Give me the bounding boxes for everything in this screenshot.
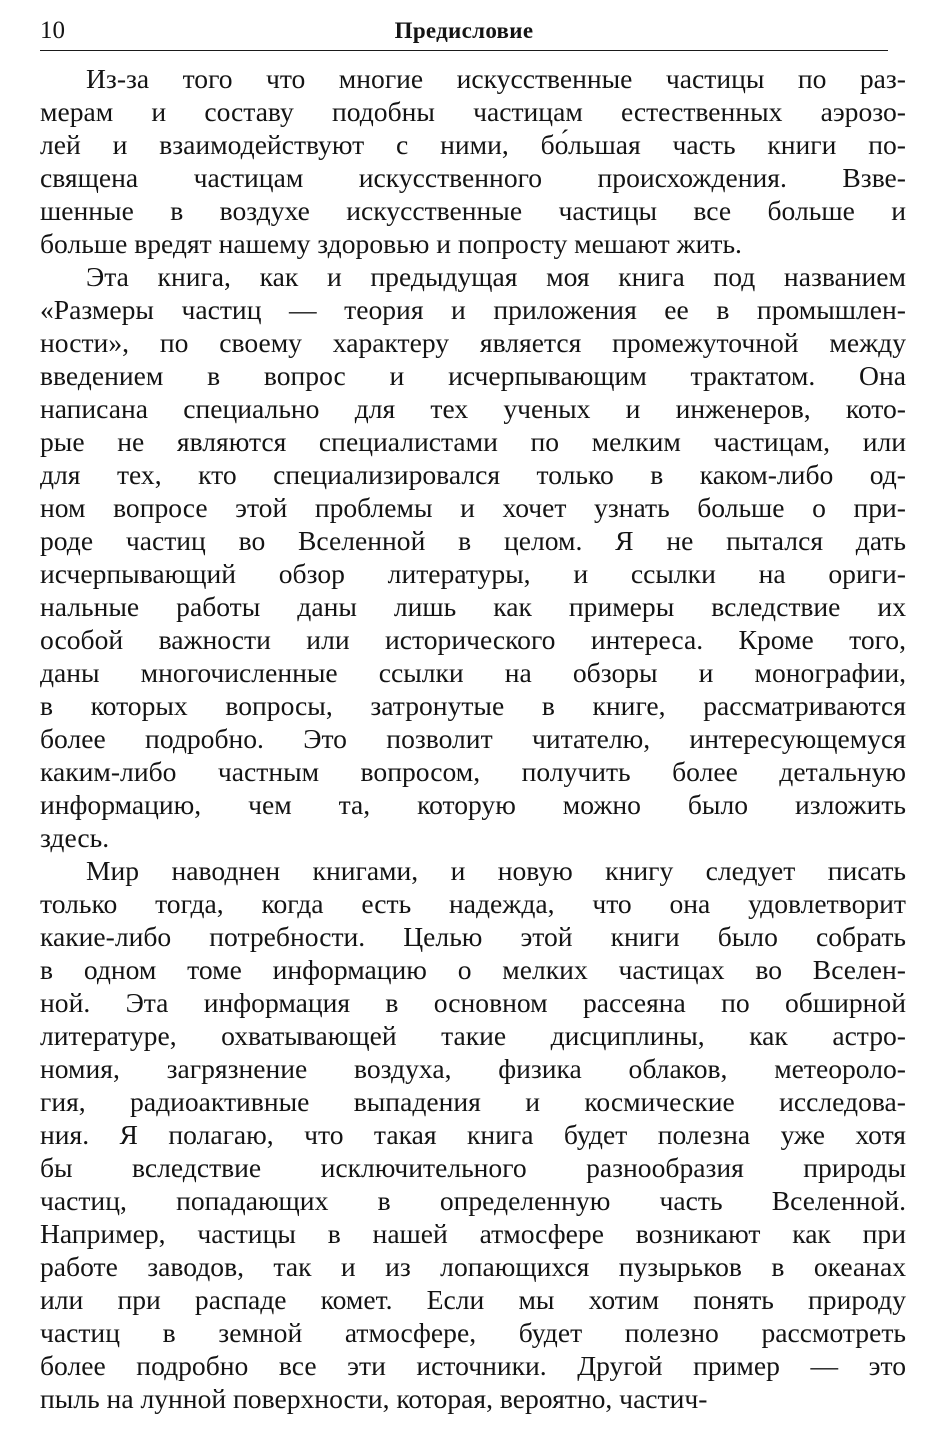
text-line: нальные работы даны лишь как примеры вследствие их (40, 591, 906, 622)
text-line: священа частицам искусственного происхождения. Взве- (40, 162, 906, 193)
text-line: ности», по своему характеру является промежуточной между (40, 327, 906, 358)
text-line: частиц, попадающих в определенную часть Вселенной. (40, 1185, 906, 1216)
text-line: частиц в земной атмосфере, будет полезно рассмотреть (40, 1317, 906, 1348)
paragraph (40, 260, 906, 854)
text-line: каким-либо частным вопросом, получить более детальную (40, 756, 906, 787)
text-line: написана специально для тех ученых и инженеров, кото- (40, 393, 906, 424)
text-line: более подробно все эти источники. Другой пример — это (40, 1350, 906, 1381)
text-line: в которых вопросы, затронутые в книге, рассматриваются (40, 690, 906, 721)
text-line: более подробно. Это позволит читателю, интересующемуся (40, 723, 906, 754)
text-line: рые не являются специалистами по мелким частицам, или (40, 426, 906, 457)
text-line: Из-за того что многие искусственные частицы по раз- (86, 63, 906, 94)
text-line: особой важности или исторического интереса. Кроме того, (40, 624, 906, 655)
text-line: пыль на лунной поверхности, которая, вероятно, частич- (40, 1383, 708, 1414)
text-line: Например, частицы в нашей атмосфере возникают как при (40, 1218, 906, 1249)
text-line: исчерпывающий обзор литературы, и ссылки на ориги- (40, 558, 906, 589)
text-line: номия, загрязнение воздуха, физика облаков, метеороло- (40, 1053, 906, 1084)
text-line: введением в вопрос и исчерпывающим трактатом. Она (40, 360, 906, 391)
text-line: для тех, кто специализировался только в каком-либо од- (40, 459, 906, 490)
text-line: гия, радиоактивные выпадения и космические исследова- (40, 1086, 906, 1117)
text-line: больше вредят нашему здоровью и попросту мешают жить. (40, 228, 742, 259)
text-line: ной. Эта информация в основном рассеяна по обширной (40, 987, 906, 1018)
body-text (40, 62, 906, 1415)
text-line: ния. Я полагаю, что такая книга будет полезна уже хотя (40, 1119, 906, 1150)
paragraph (40, 62, 906, 260)
text-line: Мир наводнен книгами, и новую книгу следует писать (86, 855, 906, 886)
text-line: или при распаде комет. Если мы хотим понять природу (40, 1284, 906, 1315)
text-line: бы вследствие исключительного разнообразия природы (40, 1152, 906, 1183)
text-line: ном вопросе этой проблемы и хочет узнать больше о при- (40, 492, 906, 523)
page-number: 10 (40, 17, 65, 44)
running-title: Предисловие (394, 18, 534, 43)
text-line: роде частиц во Вселенной в целом. Я не пытался дать (40, 525, 906, 556)
text-line: здесь. (40, 822, 110, 853)
text-line: информацию, чем та, которую можно было изложить (40, 789, 906, 820)
text-line: шенные в воздухе искусственные частицы все больше и (40, 195, 906, 226)
text-line: в одном томе информацию о мелких частицах во Вселен- (40, 954, 906, 985)
text-line: какие-либо потребности. Целью этой книги было собрать (40, 921, 906, 952)
text-line: только тогда, когда есть надежда, что она удовлетворит (40, 888, 906, 919)
paragraph (40, 854, 906, 1415)
text-line: Эта книга, как и предыдущая моя книга под названием (86, 261, 906, 292)
text-line: лей и взаимодействуют с ними, бо́льшая часть книги по- (40, 129, 906, 160)
text-line: литературе, охватывающей такие дисциплины, как астро- (40, 1020, 906, 1051)
text-line: даны многочисленные ссылки на обзоры и монографии, (40, 657, 906, 688)
text-line: мерам и составу подобны частицам естественных аэрозо- (40, 96, 906, 127)
text-line: работе заводов, так и из лопающихся пузырьков в океанах (40, 1251, 906, 1282)
text-line: «Размеры частиц — теория и приложения ее в промышлен- (40, 294, 906, 325)
running-head (40, 14, 888, 51)
